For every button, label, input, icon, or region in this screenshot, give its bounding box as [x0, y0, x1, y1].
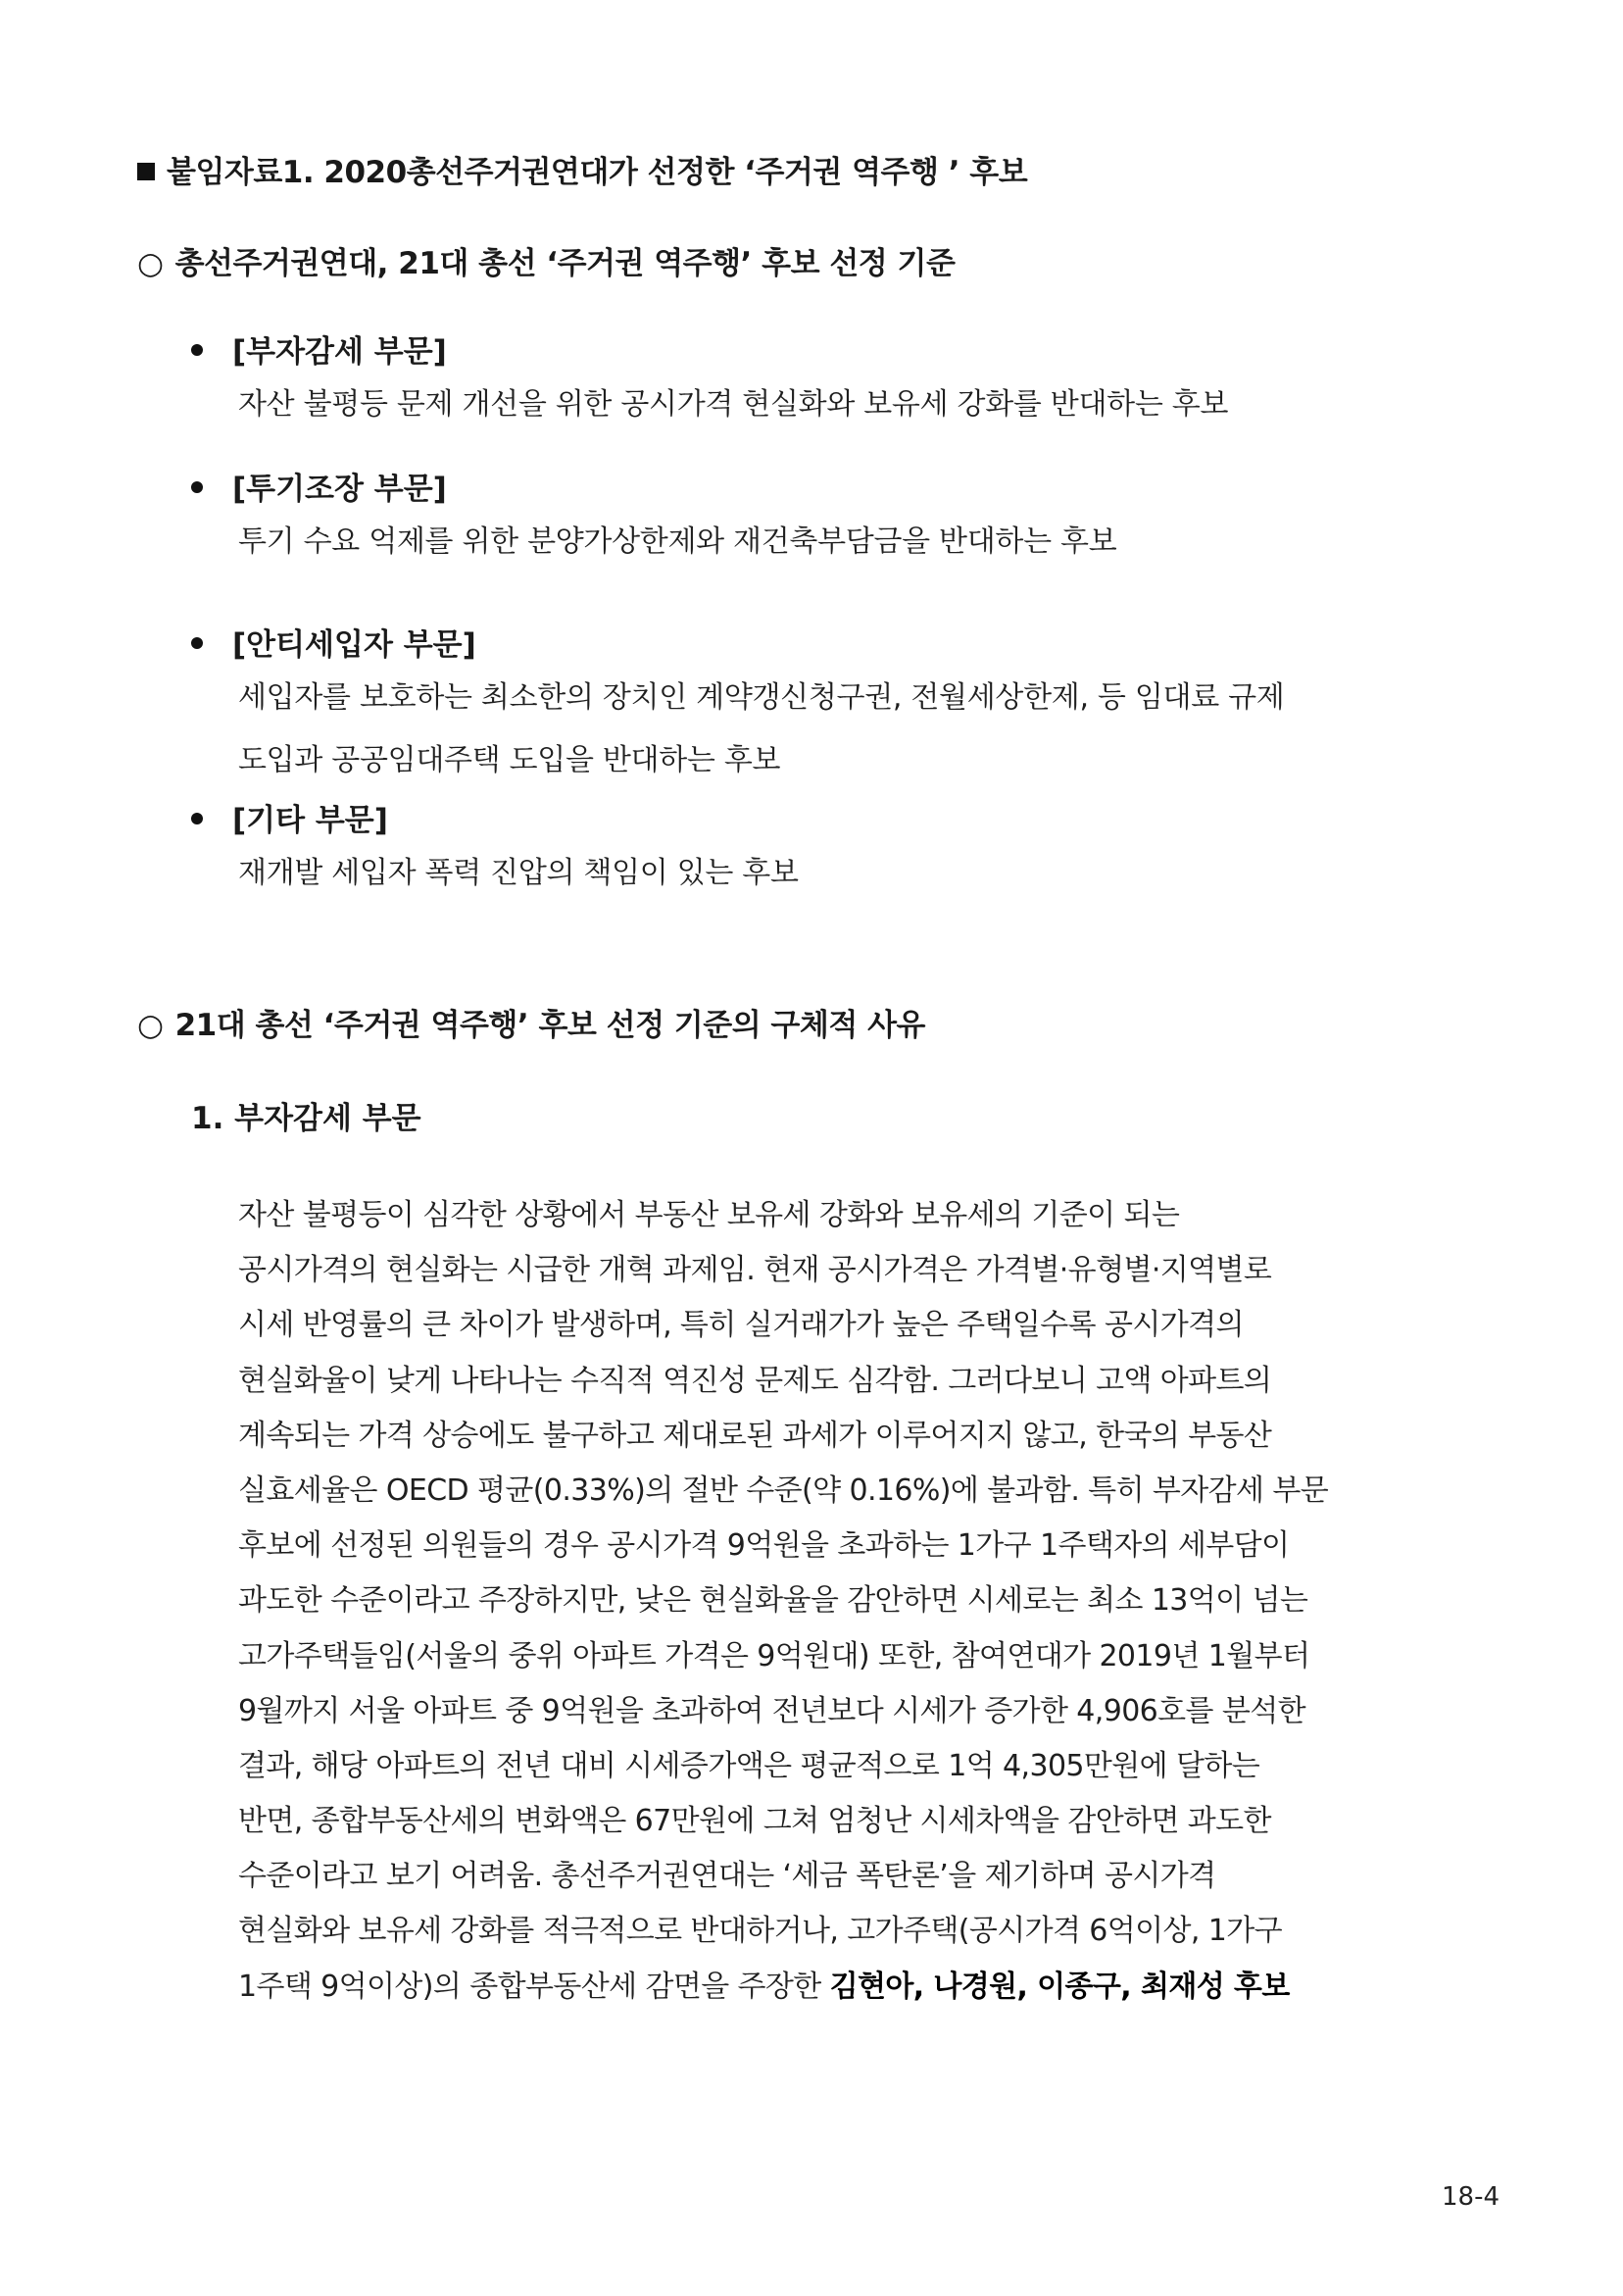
criteria-item-description: 세입자를 보호하는 최소한의 장치인 계약갱신청구권, 전월세상한제, 등 임대료 규제 — [238, 680, 1285, 715]
criteria-item-title: [기타 부문] — [191, 799, 799, 842]
bullet-dot-icon — [191, 344, 203, 356]
criteria-item-title: [부자감세 부문] — [191, 330, 1228, 374]
square-bullet-icon — [137, 163, 155, 180]
criteria-item-description: 자산 불평등 문제 개선을 위한 공시가격 현실화와 보유세 강화를 반대하는 후보 — [238, 387, 1229, 422]
page-number: 18-4 — [1441, 2182, 1500, 2212]
bullet-dot-icon — [191, 481, 203, 493]
circle-bullet-icon: ○ — [137, 1008, 164, 1043]
bullet-dot-icon — [191, 637, 203, 649]
paragraph-line: 계속되는 가격 상승에도 불구하고 제대로된 과세가 이루어지지 않고, 한국의 부동산 — [238, 1418, 1272, 1453]
reasons-heading-text: 21대 총선 ‘주거권 역주행’ 후보 선정 기준의 구체적 사유 — [174, 1008, 925, 1043]
criteria-item-tax-cut — [191, 330, 1228, 436]
reasons-heading — [137, 1000, 925, 1044]
criteria-item-other — [191, 799, 799, 905]
paragraph-line: 공시가격의 현실화는 시급한 개혁 과제임. 현재 공시가격은 가격별·유형별·지역별로 — [238, 1253, 1272, 1288]
section-1-heading: 1. 부자감세 부문 — [191, 1101, 421, 1136]
paragraph-line: 현실화율이 낮게 나타나는 수직적 역진성 문제도 심각함. 그러다보니 고액 아파트의 — [238, 1363, 1272, 1398]
paragraph-line: 자산 불평등이 심각한 상황에서 부동산 보유세 강화와 보유세의 기준이 되는 — [238, 1198, 1180, 1232]
paragraph-line: 후보에 선정된 의원들의 경우 공시가격 9억원을 초과하는 1가구 1주택자의 세부담이 — [238, 1528, 1290, 1564]
paragraph-line: 시세 반영률의 큰 차이가 발생하며, 특히 실거래가가 높은 주택일수록 공시가격의 — [238, 1308, 1244, 1343]
paragraph-line: 9월까지 서울 아파트 중 9억원을 초과하여 전년보다 시세가 증가한 4,906호를 분석한 — [238, 1693, 1305, 1728]
paragraph-line: 과도한 수준이라고 주장하지만, 낮은 현실화율을 감안하면 시세로는 최소 13억이 넘는 — [238, 1583, 1308, 1619]
criteria-heading-text: 총선주거권연대, 21대 총선 ‘주거권 역주행’ 후보 선정 기준 — [174, 246, 956, 281]
bullet-dot-icon — [191, 813, 203, 824]
criteria-heading — [137, 238, 955, 282]
criteria-item-anti-tenant — [191, 624, 1284, 792]
criteria-item-description: 도입과 공공임대주택 도입을 반대하는 후보 — [238, 743, 781, 777]
paragraph-line: 반면, 종합부동산세의 변화액은 67만원에 그쳐 엄청난 시세차액을 감안하면 과도한 — [238, 1804, 1271, 1839]
paragraph-line: 수준이라고 보기 어려움. 총선주거권연대는 ‘세금 폭탄론’을 제기하며 공시가격 — [238, 1859, 1216, 1894]
main-heading-text: 붙임자료1. 2020총선주거권연대가 선정한 ‘주거권 역주행 ’ 후보 — [167, 155, 1028, 190]
paragraph-line: 결과, 해당 아파트의 전년 대비 시세증가액은 평균적으로 1억 4,305만원에 달하는 — [238, 1748, 1260, 1783]
main-heading — [137, 147, 1027, 191]
paragraph-line: 실효세율은 OECD 평균(0.33%)의 절반 수준(약 0.16%)에 불과함. 특히 부자감세 부문 — [238, 1472, 1329, 1508]
section-1-paragraph — [238, 1188, 1512, 2015]
paragraph-line-text: 1주택 9억이상)의 종합부동산세 감면을 주장한 — [238, 1969, 830, 2004]
candidate-names: 김현아, 나경원, 이종구, 최재성 후보 — [829, 1969, 1290, 2004]
circle-bullet-icon: ○ — [137, 246, 164, 281]
paragraph-line-last — [238, 1960, 1512, 2015]
criteria-item-title: [안티세입자 부문] — [191, 624, 1284, 667]
criteria-item-description: 투기 수요 억제를 위한 분양가상한제와 재건축부담금을 반대하는 후보 — [238, 524, 1117, 559]
criteria-item-description: 재개발 세입자 폭력 진압의 책임이 있는 후보 — [238, 856, 799, 890]
paragraph-line: 고가주택들임(서울의 중위 아파트 가격은 9억원대) 또한, 참여연대가 2019년 1월부터 — [238, 1638, 1310, 1673]
criteria-item-title: [투기조장 부문] — [191, 468, 1116, 511]
criteria-item-speculation — [191, 468, 1116, 574]
paragraph-line: 현실화와 보유세 강화를 적극적으로 반대하거나, 고가주택(공시가격 6억이상, 1가구 — [238, 1914, 1283, 1949]
